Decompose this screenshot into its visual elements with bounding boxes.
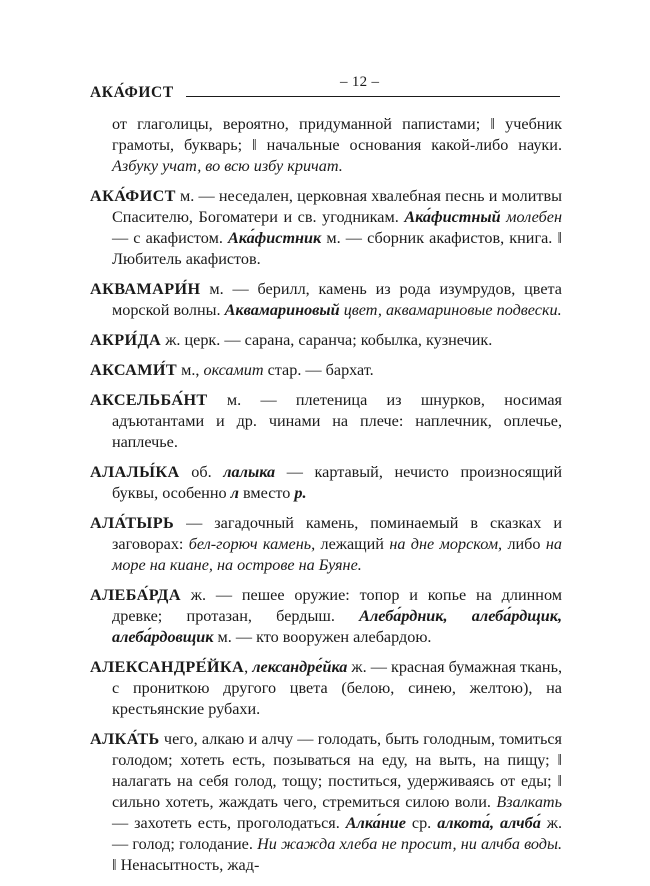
- dictionary-entry: [90, 279, 562, 321]
- dictionary-entry: [90, 360, 562, 381]
- dictionary-entry: [90, 390, 562, 453]
- derived-term: лександре́йка: [252, 658, 348, 676]
- entry-text: лежащий: [315, 535, 390, 553]
- running-head: АКА́ФИСТ: [90, 84, 174, 101]
- entry-text: м.,: [177, 361, 204, 379]
- derived-term: Алеба́рдник, алеба́рдщик, алеба́рдовщик: [112, 607, 562, 646]
- derived-term: Аквамариновый: [224, 301, 340, 319]
- derived-term: л: [230, 484, 239, 502]
- entry-continuation: [90, 114, 562, 177]
- entry-text: либо: [502, 535, 546, 553]
- dictionary-entry: [90, 462, 562, 504]
- italic-text: оксамит: [203, 361, 264, 379]
- entry-text: — картавый, нечисто произносящий буквы, особенно: [112, 463, 562, 502]
- entry-text: чего, алкаю и алчу — голодать, быть голодным, томиться голодом; хотеть есть, позываться на еду, на выть, на пищу; ‖ налагать на себя голод, тощу; поститься, удерживаясь от еды; ‖ сильно хотеть, жаждать чего, стремиться силою воли.: [112, 730, 562, 811]
- derived-term: алкота́, алчба́: [437, 814, 541, 832]
- entry-text: — захотеть есть, проголодаться.: [112, 814, 346, 832]
- entry-headword: АКСАМИ́Т: [90, 361, 178, 379]
- dictionary-body: [90, 114, 562, 885]
- dictionary-entry: [90, 186, 562, 270]
- entry-text: от глаголицы, вероятно, придуманной папистами; ‖ учебник грамоты, букварь; ‖ начальные основания какой-либо науки.: [112, 115, 562, 154]
- italic-text: цвет, аквамариновые подвески.: [339, 301, 562, 319]
- italic-text: Ни жажда хлеба не просит, ни алчба воды.: [257, 835, 562, 853]
- entry-headword: АКА́ФИСТ: [90, 187, 176, 205]
- entry-headword: АЛАЛЫ́КА: [90, 463, 180, 481]
- dictionary-entry: [90, 657, 562, 720]
- derived-term: р.: [294, 484, 307, 502]
- entry-text: м. — неседален, церковная хвалебная песнь и молитвы Спасителю, Богоматери и св. угодникам.: [112, 187, 562, 226]
- entry-text: ж. церк. — сарана, саранча; кобылка, кузнечик.: [161, 331, 493, 349]
- dictionary-entry: [90, 513, 562, 576]
- entry-text: об.: [179, 463, 224, 481]
- entry-headword: АЛА́ТЫРЬ: [90, 514, 175, 532]
- header-rule: [186, 96, 560, 97]
- page-header: [90, 74, 560, 104]
- entry-headword: АЛЕКСАНДРЕ́ЙКА: [90, 658, 245, 676]
- derived-term: Ака́фистный: [404, 208, 501, 226]
- entry-text: м. — плетеница из шнурков, носимая адъютантами и др. чинами на плече: наплечник, оплечье, наплечье.: [112, 391, 562, 451]
- dictionary-entry: [90, 330, 562, 351]
- entry-text: ж. — пешее оружие: топор и копье на длинном древке; протазан, бердыш.: [112, 586, 562, 625]
- entry-text: ‖ Ненасытность, жад-: [112, 856, 260, 874]
- dictionary-entry: [90, 585, 562, 648]
- entry-text: — с акафистом.: [112, 229, 228, 247]
- entry-headword: АКРИ́ДА: [90, 331, 162, 349]
- italic-text: бел-горюч камень,: [188, 535, 316, 553]
- italic-text: Взалкать: [496, 793, 562, 811]
- italic-text: молебен: [500, 208, 562, 226]
- entry-text: ж. — красная бумажная ткань, с прониткою другого цвета (белою, синею, желтою), на крестьянские рубахи.: [112, 658, 563, 718]
- italic-text: на дне морском,: [389, 535, 503, 553]
- entry-text: ср.: [405, 814, 438, 832]
- entry-text: вместо: [238, 484, 295, 502]
- entry-headword: АЛКА́ТЬ: [90, 730, 160, 748]
- entry-text: м. — сборник акафистов, книга. ‖ Любитель акафистов.: [112, 229, 562, 268]
- entry-headword: АЛЕБА́РДА: [90, 586, 181, 604]
- entry-headword: АКСЕЛЬБА́НТ: [90, 391, 208, 409]
- derived-term: лалыка: [223, 463, 276, 481]
- derived-term: Алка́ние: [345, 814, 406, 832]
- entry-text: стар. — бархат.: [263, 361, 374, 379]
- entry-text: ж. — голод; голодание.: [112, 814, 562, 853]
- italic-text: Азбуку учат, во всю избу кричат.: [112, 157, 343, 175]
- italic-text: на море на киане, на острове на Буяне.: [112, 535, 562, 574]
- entry-text: м. — кто вооружен алебардою.: [213, 628, 432, 646]
- derived-term: Ака́фистник: [227, 229, 322, 247]
- dictionary-entry: [90, 729, 562, 876]
- entry-text: м. — берилл, камень из рода изумрудов, цвета морской волны.: [112, 280, 562, 319]
- entry-headword: АКВАМАРИ́Н: [90, 280, 201, 298]
- entry-text: — загадочный камень, поминаемый в сказках и заговорах:: [112, 514, 562, 553]
- page-number: – 12 –: [340, 74, 380, 90]
- entry-text: ,: [244, 658, 253, 676]
